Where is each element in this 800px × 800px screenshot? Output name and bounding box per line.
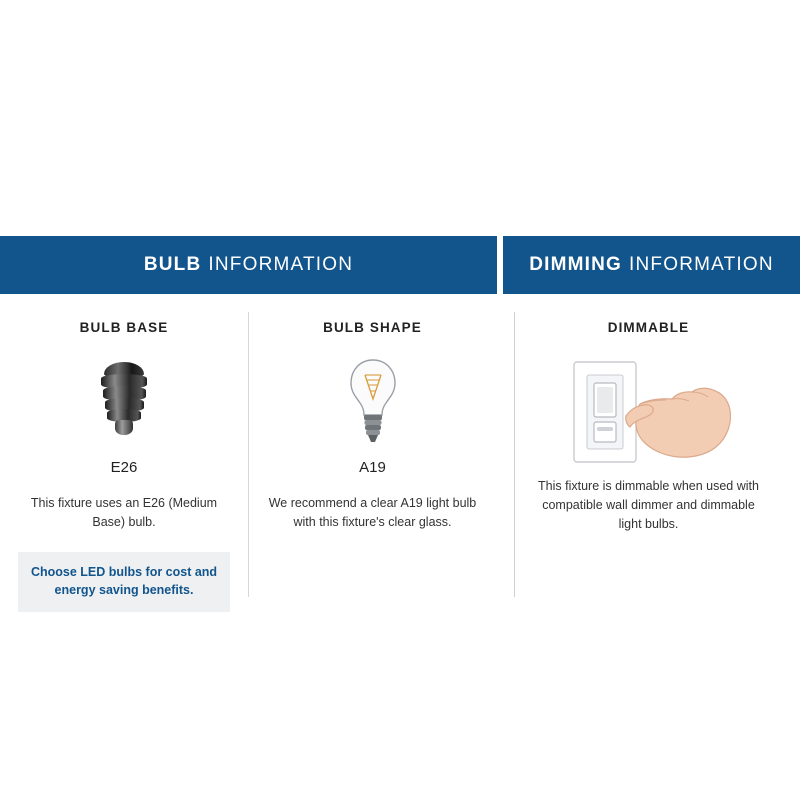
bulb-shape-icon: [342, 353, 404, 449]
bulb-shape-description: We recommend a clear A19 light bulb with this fixture's clear glass.: [268, 496, 477, 529]
column-divider-1: [248, 312, 249, 597]
column-bulb-shape: [248, 294, 497, 612]
dimming-information-header: [503, 236, 800, 294]
dimmable-art: [497, 353, 800, 471]
header-row: [0, 236, 800, 294]
dimmable-title: DIMMABLE: [607, 320, 690, 335]
dimming-header-light: INFORMATION: [629, 254, 774, 275]
bulb-shape-value: A19: [359, 459, 386, 476]
wall-dimmer-icon: [556, 358, 741, 466]
bulb-header-light: INFORMATION: [208, 254, 354, 275]
bulb-base-title: BULB BASE: [79, 320, 169, 335]
bulb-information-infographic: [0, 236, 800, 612]
bulb-shape-title: BULB SHAPE: [323, 320, 422, 335]
bulb-shape-art: [248, 353, 497, 449]
led-tip-callout: Choose LED bulbs for cost and energy saving benefits.: [18, 552, 230, 613]
bulb-base-art: [0, 353, 248, 449]
bulb-base-description: This fixture uses an E26 (Medium Base) bulb.: [30, 496, 218, 529]
column-divider-2: [514, 312, 515, 597]
bulb-base-value: E26: [110, 459, 138, 476]
bulb-header-strong: BULB: [143, 254, 202, 275]
dimmable-description: This fixture is dimmable when used with compatible wall dimmer and dimmable light bulbs.: [538, 479, 759, 531]
column-dimmable: [497, 294, 800, 612]
columns-container: [0, 294, 800, 612]
dimming-header-strong: DIMMING: [529, 254, 623, 275]
bulb-information-header: [0, 236, 497, 294]
bulb-base-contact: [115, 420, 133, 435]
bulb-base-icon: [101, 362, 147, 440]
column-bulb-base: [0, 294, 248, 612]
